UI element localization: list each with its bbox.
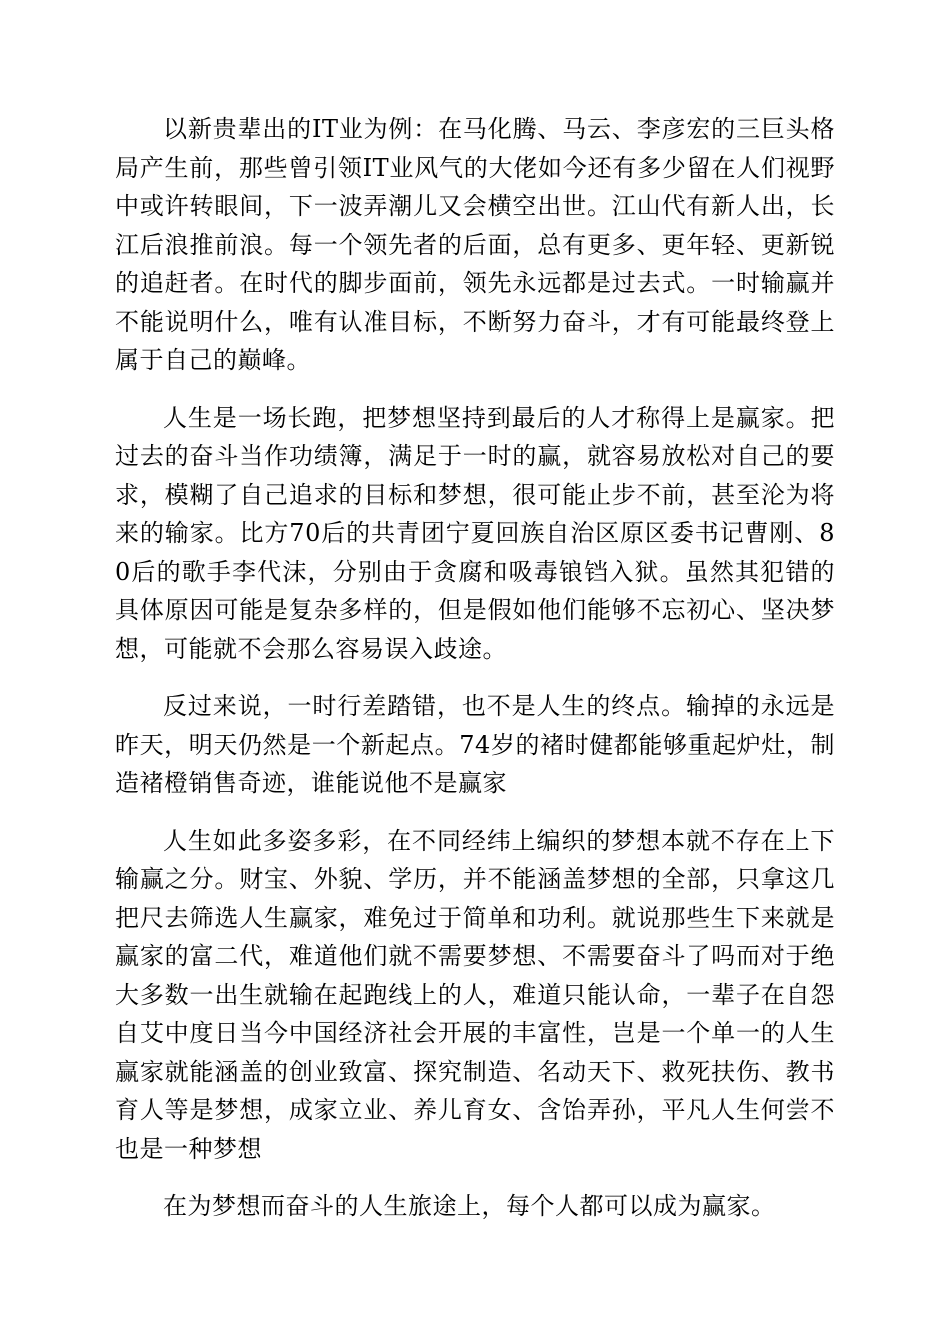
paragraph-conclusion: 在为梦想而奋斗的人生旅途上，每个人都可以成为赢家。 xyxy=(163,1192,776,1220)
paragraph-not-the-end: 反过来说，一时行差踏错，也不是人生的终点。输掉的永远是昨天，明天仍然是一个新起点。74岁的褚时健都能够重起炉灶，制造褚橙销售奇迹，谁能说他不是赢家 xyxy=(115,692,835,797)
paragraph-it-industry: 以新贵辈出的IT业为例：在马化腾、马云、李彦宏的三巨头格局产生前，那些曾引领IT业风气的大佬如今还有多少留在人们视野中或许转眼间，下一波弄潮儿又会横空出世。江山代有新人出，长江后浪推前浪。每一个领先者的后面，总有更多、更年轻、更新锐的追赶者。在时代的脚步面前，领先永远都是过去式。一时输赢并不能说明什么，唯有认准目标，不断努力奋斗，才有可能最终登上属于自己的巅峰。 xyxy=(115,115,835,374)
paragraph-long-run: 人生是一场长跑，把梦想坚持到最后的人才称得上是赢家。把过去的奋斗当作功绩簿，满足于一时的赢，就容易放松对自己的要求，模糊了自己追求的目标和梦想，很可能止步不前，甚至沦为将来的输家。比方70后的共青团宁夏回族自治区原区委书记曹刚、80后的歌手李代沫，分别由于贪腐和吸毒锒铛入狱。虽然其犯错的具体原因可能是复杂多样的，但是假如他们能够不忘初心、坚决梦想，可能就不会那么容易误入歧途。 xyxy=(115,403,835,663)
document-body xyxy=(115,110,835,1245)
paragraph-diverse-dreams: 人生如此多姿多彩，在不同经纬上编织的梦想本就不存在上下输赢之分。财宝、外貌、学历，并不能涵盖梦想的全部，只拿这几把尺去筛选人生赢家，难免过于简单和功利。就说那些生下来就是赢家的富二代，难道他们就不需要梦想、不需要奋斗了吗而对于绝大多数一出生就输在起跑线上的人，难道只能认命，一辈子在自怨自艾中度日当今中国经济社会开展的丰富性，岂是一个单一的人生赢家就能涵盖的创业致富、探究制造、名动天下、救死扶伤、教书育人等是梦想，成家立业、养儿育女、含饴弄孙，平凡人生何尝不也是一种梦想 xyxy=(115,826,835,1163)
